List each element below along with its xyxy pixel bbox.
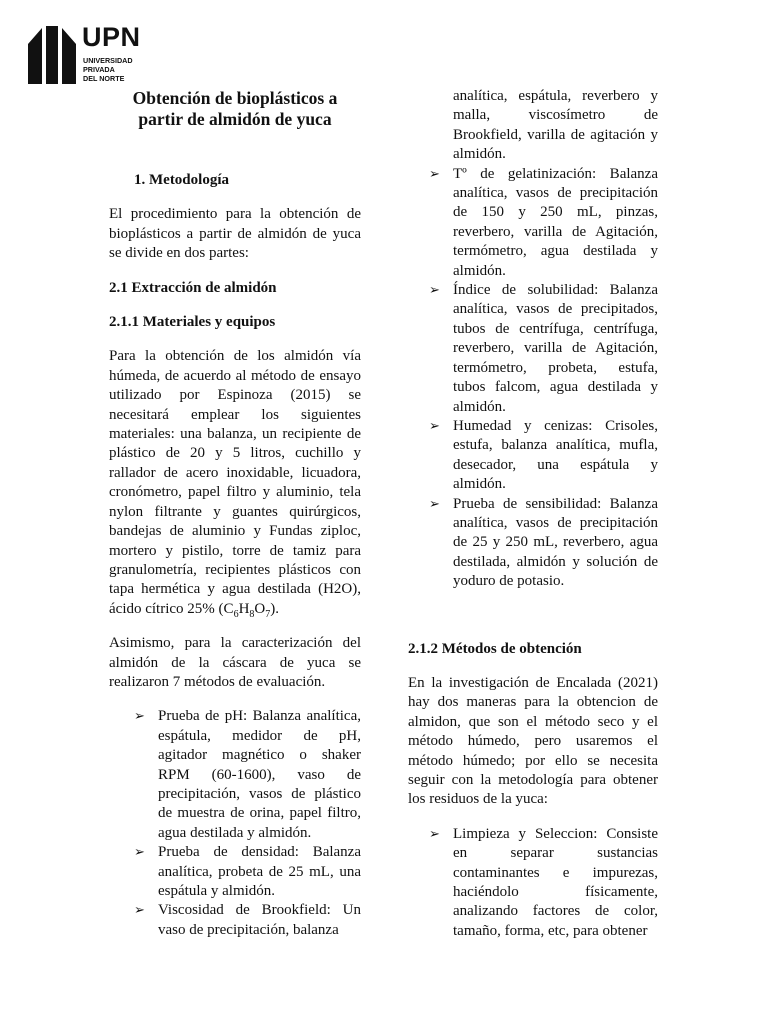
list-item: ➢ Viscosidad de Brookfield: Un vaso de precipitación, balanza — [134, 902, 361, 938]
section-2-1-1-heading: 2.1.1 Materiales y equipos — [109, 314, 276, 331]
list-item: ➢ Índice de solubilidad: Balanza analítica, vasos de precipitados, tubos de centrífuga, centrífuga, reverbero, varilla de Agitación, termómetro, probeta, estufa, tubos falcom, agua destilada y almidón. — [429, 282, 658, 415]
list-item: ➢ Humedad y cenizas: Crisoles, estufa, balanza analítica, mufla, desecador, una espátula y almidón. — [429, 417, 658, 493]
arrow-bullet-icon: ➢ — [429, 166, 440, 182]
steps-list — [429, 825, 658, 941]
arrow-bullet-icon: ➢ — [429, 418, 440, 434]
brookfield-continuation: analítica, espátula, reverbero y malla, viscosímetro de Brookfield, varilla de agitación y almidón. — [453, 88, 658, 163]
logo-wordmark: UPN — [82, 22, 141, 52]
left-column — [109, 88, 361, 940]
arrow-bullet-icon: ➢ — [134, 709, 145, 725]
upn-logo — [28, 22, 148, 88]
obtention-paragraph: En la investigación de Encalada (2021) hay dos maneras para la obtencion de almidon, que son el método seco y el método húmedo, pero usaremos el método húmedo; por ello se necesita seguir con la metodología para obtener los residuos de la yuca: — [408, 674, 658, 808]
upn-emblem-icon — [28, 26, 80, 86]
list-item: ➢ Prueba de densidad: Balanza analítica, probeta de 25 mL, una espátula y almidón. — [134, 844, 361, 899]
methods-paragraph: Asimismo, para la caracterización del almidón de la cáscara de yuca se realizaron 7 métodos de evaluación. — [109, 635, 361, 690]
arrow-bullet-icon: ➢ — [134, 903, 145, 919]
list-item: ➢ Limpieza y Seleccion: Consiste en separar sustancias contaminantes e impurezas, haciéndolo físicamente, analizando factores de color, tamaño, forma, etc, para obtener — [429, 825, 658, 939]
list-item: ➢ Prueba de pH: Balanza analítica, espátula, medidor de pH, agitador magnético o shaker RPM (60-1600), vaso de precipitación, vasos de plástico de muestra de orina, papel filtro, agua destilada y almidón. — [134, 708, 361, 841]
arrow-bullet-icon: ➢ — [429, 826, 440, 842]
list-item: ➢ Tº de gelatinización: Balanza analítica, vasos de precipitación de 150 y 250 mL, pinzas, reverbero, varilla de Agitación, termómetro, agua destilada y almidón. — [429, 165, 658, 279]
materials-paragraph: Para la obtención de los almidón vía húmeda, de acuerdo al método de ensayo utilizado por Espinoza (2015) se necesitará emplear los siguientes materiales: una balanza, un recipiente de plástico de 20 y 5 litros, cuchillo y rallador de acero inoxidable, licuadora, cronómetro, papel filtro y aluminio, tela nylon filtrante y guantes quirúrgicos, bandejas de aluminio y Fundas ziploc, mortero y pistilo, torre de tamiz para granulometría, recipientes plásticos con tapa hermética y agua destilada (H2O), ácido cítrico 25% $(C_6H_8O_7)$. — [109, 348, 361, 620]
arrow-bullet-icon: ➢ — [429, 496, 440, 512]
methods-list-right — [429, 165, 658, 592]
arrow-bullet-icon: ➢ — [134, 845, 145, 861]
intro-paragraph: El procedimiento para la obtención de bioplásticos a partir de almidón de yuca se divide en dos partes: — [109, 206, 361, 262]
arrow-bullet-icon: ➢ — [429, 283, 440, 299]
document-title: Obtención de bioplásticos a partir de almidón de yuca — [132, 88, 338, 129]
right-column — [408, 87, 658, 941]
list-item: ➢ Prueba de sensibilidad: Balanza analítica, vasos de precipitación de 25 y 250 mL, reverbero, agua destilada, almidón y solución de yoduro de potasio. — [429, 495, 658, 590]
section-1-heading: 1. Metodología — [134, 172, 229, 188]
logo-subtitle: UNIVERSIDAD PRIVADA DEL NORTE — [83, 56, 133, 83]
methods-list-left — [134, 707, 361, 940]
citric-acid-formula: $C_6H_8O_7$ — [223, 600, 271, 620]
section-2-1-2-heading: 2.1.2 Métodos de obtención — [408, 640, 582, 657]
section-2-1-heading: 2.1 Extracción de almidón — [109, 279, 277, 296]
